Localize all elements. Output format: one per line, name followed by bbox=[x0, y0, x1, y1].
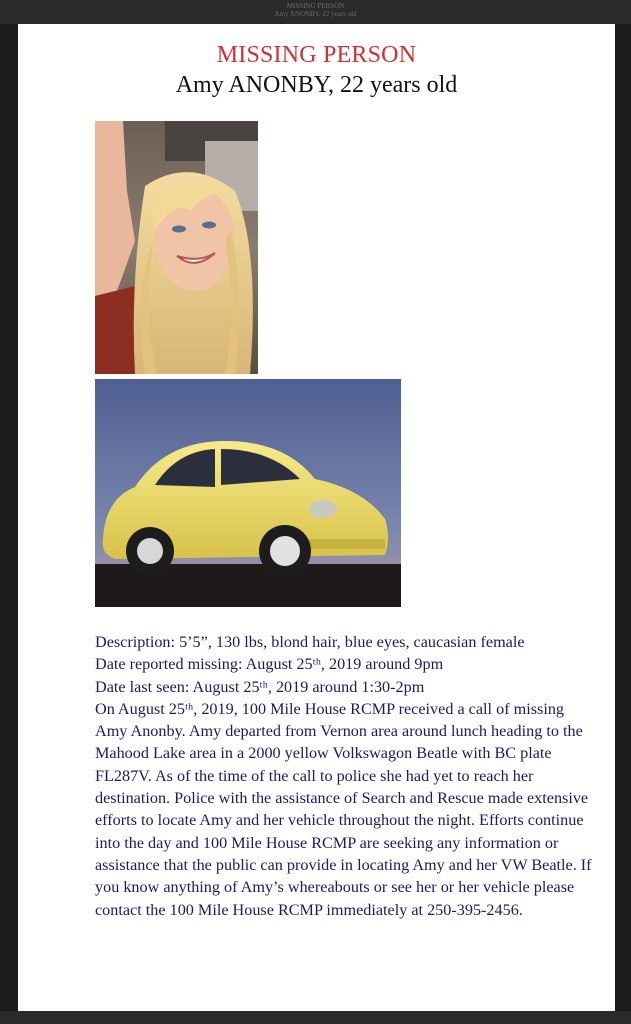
poster-title: MISSING PERSON bbox=[216, 42, 417, 68]
description-block bbox=[95, 631, 595, 921]
person-photo bbox=[95, 121, 258, 374]
top-strip bbox=[0, 0, 631, 24]
description-line: Description: 5’5”, 130 lbs, blond hair, blue eyes, caucasian female bbox=[95, 633, 525, 651]
incident-details: On August 25ᵗʰ, 2019, 100 Mile House RCMP received a call of missing Amy Anonby. Amy departed from Vernon area around lunch heading to the Mahood Lake area in a 2000 yellow Volkswagon Beatle with BC plate FL287V. As of the time of the call to police she had yet to reach her destination. Police with the assistance of Search and Rescue made extensive efforts to locate Amy and her vehicle throughout the night. Efforts continue into the day and 100 Mile House RCMP are seeking any information or assistance that the public can provide in locating Amy and her VW Beatle. If you know anything of Amy’s whereabouts or see her or her vehicle please contact the 100 Mile House RCMP immediately at 250-395-2456. bbox=[95, 699, 592, 919]
missing-person-poster bbox=[18, 24, 615, 1011]
date-last-seen: Date last seen: August 25ᵗʰ, 2019 around 1:30-2pm bbox=[95, 677, 425, 696]
top-strip-line1: MISSING PERSON bbox=[286, 2, 345, 10]
vehicle-photo bbox=[95, 379, 401, 607]
date-reported: Date reported missing: August 25ᵗʰ, 2019 around 9pm bbox=[95, 655, 444, 674]
top-strip-line2: Amy ANONBY, 22 years old bbox=[274, 10, 357, 18]
poster-subtitle: Amy ANONBY, 22 years old bbox=[175, 72, 458, 98]
bottom-strip bbox=[0, 1011, 631, 1024]
